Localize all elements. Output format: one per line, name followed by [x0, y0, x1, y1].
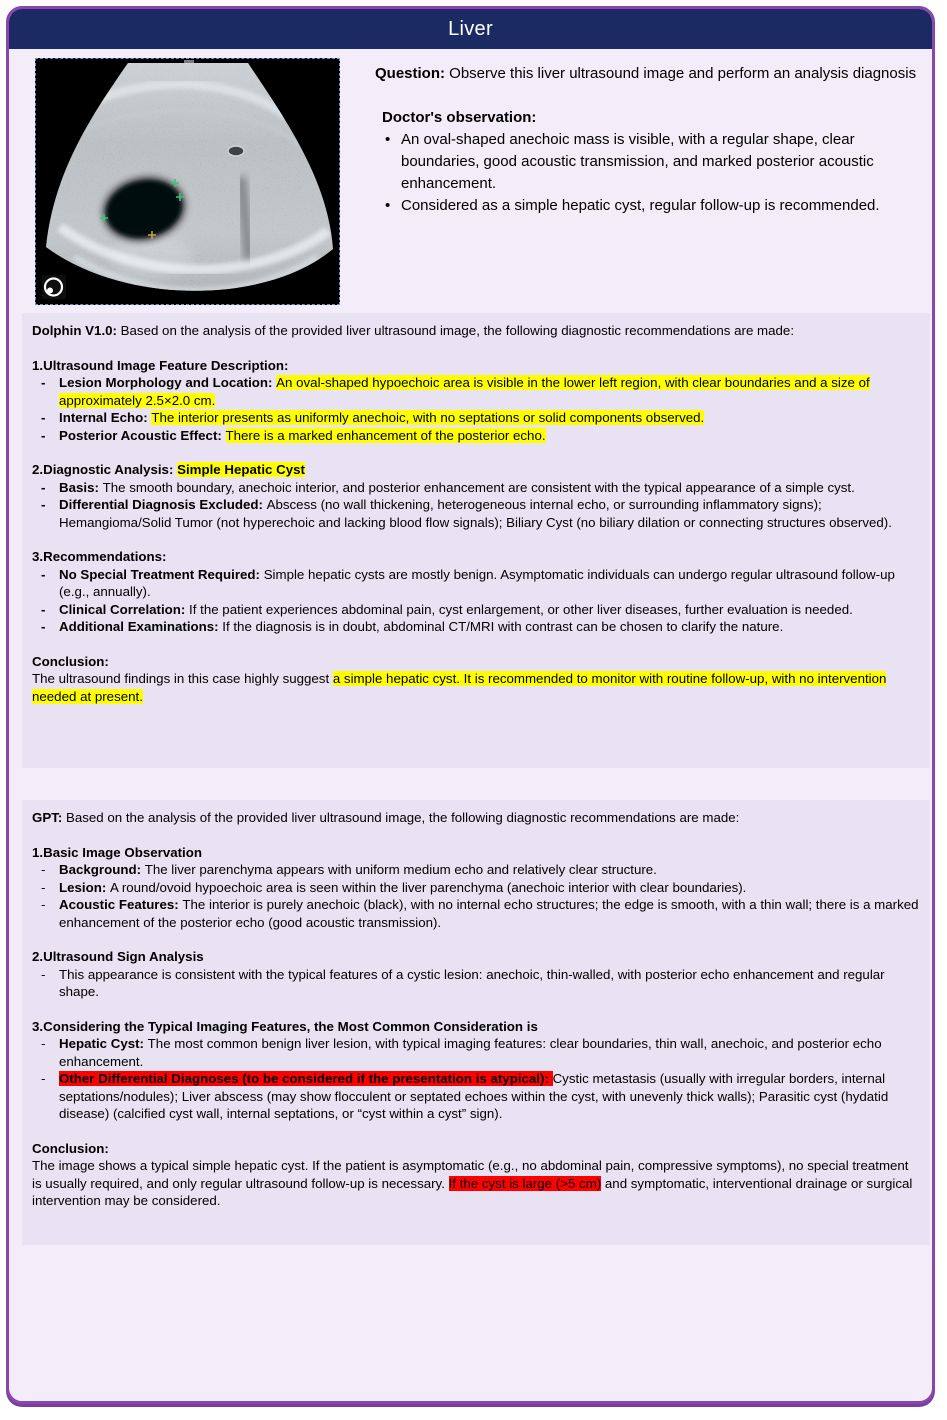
spacer	[32, 340, 920, 357]
list-item: - Background: The liver parenchyma appears with uniform medium echo and relatively clear structure.	[41, 862, 657, 877]
page-title: Liver	[448, 17, 493, 40]
dash-bullet: -	[41, 601, 46, 617]
list-item: - Acoustic Features: The interior is purely anechoic (black), with no internal echo structures; the edge is smooth, with a thin wall; there is a marked enhancement of the posterior echo (good acoustic transmission).	[41, 897, 919, 930]
list-item: - This appearance is consistent with the typical features of a cystic lesion: anechoic, thin-walled, with posterior echo enhancement and regular shape.	[41, 966, 885, 999]
dash-bullet: -	[41, 497, 46, 512]
small-vessel	[228, 146, 244, 156]
list-item: - Basis: The smooth boundary, anechoic interior, and posterior enhancement are consistent with the typical appearance of a simple cyst.	[41, 479, 855, 495]
paragraph: The ultrasound findings in this case highly suggest a simple hepatic cyst. It is recommended to monitor with routine follow-up, with no intervention needed at present.	[32, 671, 887, 704]
observation-bullet-text: An oval-shaped anechoic mass is visible, with a regular shape, clear boundaries, good acoustic transmission, and marked posterior acoustic enhancement.	[401, 131, 874, 192]
dash-bullet: -	[41, 410, 46, 425]
list-item: - Internal Echo: The interior presents as uniformly anechoic, with no septations or solid components observed.	[41, 410, 705, 425]
ultrasound-image	[35, 58, 340, 305]
dash-bullet: -	[41, 375, 46, 390]
paragraph: GPT: Based on the analysis of the provided liver ultrasound image, the following diagnostic recommendations are made:	[32, 810, 740, 825]
paragraph: Conclusion:	[32, 1140, 109, 1156]
question-text: Question: Observe this liver ultrasound image and perform an analysis diagnosis	[375, 65, 917, 82]
list-item: - Differential Diagnosis Excluded: Abscess (no wall thickening, heterogeneous internal echo, or surrounding inflammatory signs); Hemangioma/Solid Tumor (not hyperechoic and lacking blood flow signals); Biliary Cyst (no biliary dilation or connecting structures observed).	[41, 497, 892, 530]
list-item: - Posterior Acoustic Effect: There is a marked enhancement of the posterior echo.	[41, 427, 546, 443]
gpt-answer-panel	[22, 800, 930, 1245]
spacer	[32, 636, 920, 653]
paragraph: 2.Diagnostic Analysis: Simple Hepatic Cyst	[32, 462, 305, 477]
dash-bullet: -	[41, 1071, 46, 1086]
dash-bullet: -	[41, 879, 46, 895]
paragraph: 3.Considering the Typical Imaging Features, the Most Common Consideration is	[32, 1018, 538, 1034]
question-section	[375, 63, 931, 217]
paragraph: 1.Ultrasound Image Feature Description:	[32, 357, 289, 373]
dash-bullet: -	[41, 862, 46, 877]
list-item: - Clinical Correlation: If the patient experiences abdominal pain, cyst enlargement, or other liver diseases, further evaluation is needed.	[41, 601, 853, 617]
paragraph: Conclusion:	[32, 653, 109, 669]
posterior-enhancement	[109, 235, 193, 279]
dash-bullet: -	[41, 566, 46, 582]
dash-bullet: -	[41, 897, 46, 912]
list-item: - Lesion Morphology and Location: An oval-shaped hypoechoic area is visible in the lower left region, with clear boundaries and a size of approximately 2.5×2.0 cm.	[41, 375, 870, 408]
spacer	[32, 931, 920, 948]
spacer	[32, 531, 920, 548]
list-item: - Other Differential Diagnoses (to be considered if the presentation is atypical): Cystic metastasis (usually with irregular borders, internal septations/nodules); Liver abscess (may show flocculent or septated echoes within the cyst, with unevenly thick walls); Parasitic cyst (hydatid disease) (calcified cyst wall, internal septations, or “cyst within a cyst” sign).	[41, 1071, 889, 1121]
ultrasound-scan	[36, 59, 339, 304]
dolphin-answer-panel	[22, 313, 930, 768]
list-item: - Hepatic Cyst: The most common benign liver lesion, with typical imaging features: clear boundaries, thin wall, anechoic, and posterior echo enhancement.	[41, 1036, 882, 1069]
observation-bullet	[375, 195, 931, 217]
paragraph: 2.Ultrasound Sign Analysis	[32, 949, 204, 964]
question-label: Question:	[375, 65, 445, 82]
observation-bullet	[375, 129, 931, 195]
spacer	[32, 444, 920, 461]
vendor-logo-icon	[42, 275, 66, 299]
spacer	[32, 827, 920, 844]
report-card	[6, 6, 935, 1404]
bullet-glyph: •	[385, 197, 391, 214]
list-item: - No Special Treatment Required: Simple hepatic cysts are mostly benign. Asymptomatic individuals can undergo regular ultrasound follow-up (e.g., annually).	[41, 566, 895, 599]
dash-bullet: -	[41, 427, 46, 443]
spacer	[32, 1001, 920, 1018]
paragraph: Dolphin V1.0: Based on the analysis of the provided liver ultrasound image, the following diagnostic recommendations are made:	[32, 323, 795, 338]
bullet-glyph: •	[385, 131, 391, 148]
paragraph: 3.Recommendations:	[32, 549, 167, 564]
spacer	[32, 1123, 920, 1140]
header-bar	[9, 9, 932, 49]
list-item: - Lesion: A round/ovoid hypoechoic area is seen within the liver parenchyma (anechoic interior with clear boundaries).	[41, 879, 747, 895]
dash-bullet: -	[41, 479, 46, 495]
dash-bullet: -	[41, 966, 46, 982]
observation-bullet-text: Considered as a simple hepatic cyst, regular follow-up is recommended.	[401, 197, 880, 214]
paragraph: The image shows a typical simple hepatic cyst. If the patient is asymptomatic (e.g., no abdominal pain, compressive symptoms), no special treatment is usually required, and only regular ultrasound follow-up is necessary. If the cyst is large (>5 cm) and symptomatic, interventional drainage or surgical intervention may be considered.	[32, 1158, 913, 1208]
doctor-observation-label: Doctor's observation:	[382, 109, 537, 126]
list-item: - Additional Examinations: If the diagnosis is in doubt, abdominal CT/MRI with contrast can be chosen to clarify the nature.	[41, 619, 784, 634]
dash-bullet: -	[41, 1036, 46, 1051]
paragraph: 1.Basic Image Observation	[32, 844, 202, 860]
dash-bullet: -	[41, 619, 46, 634]
